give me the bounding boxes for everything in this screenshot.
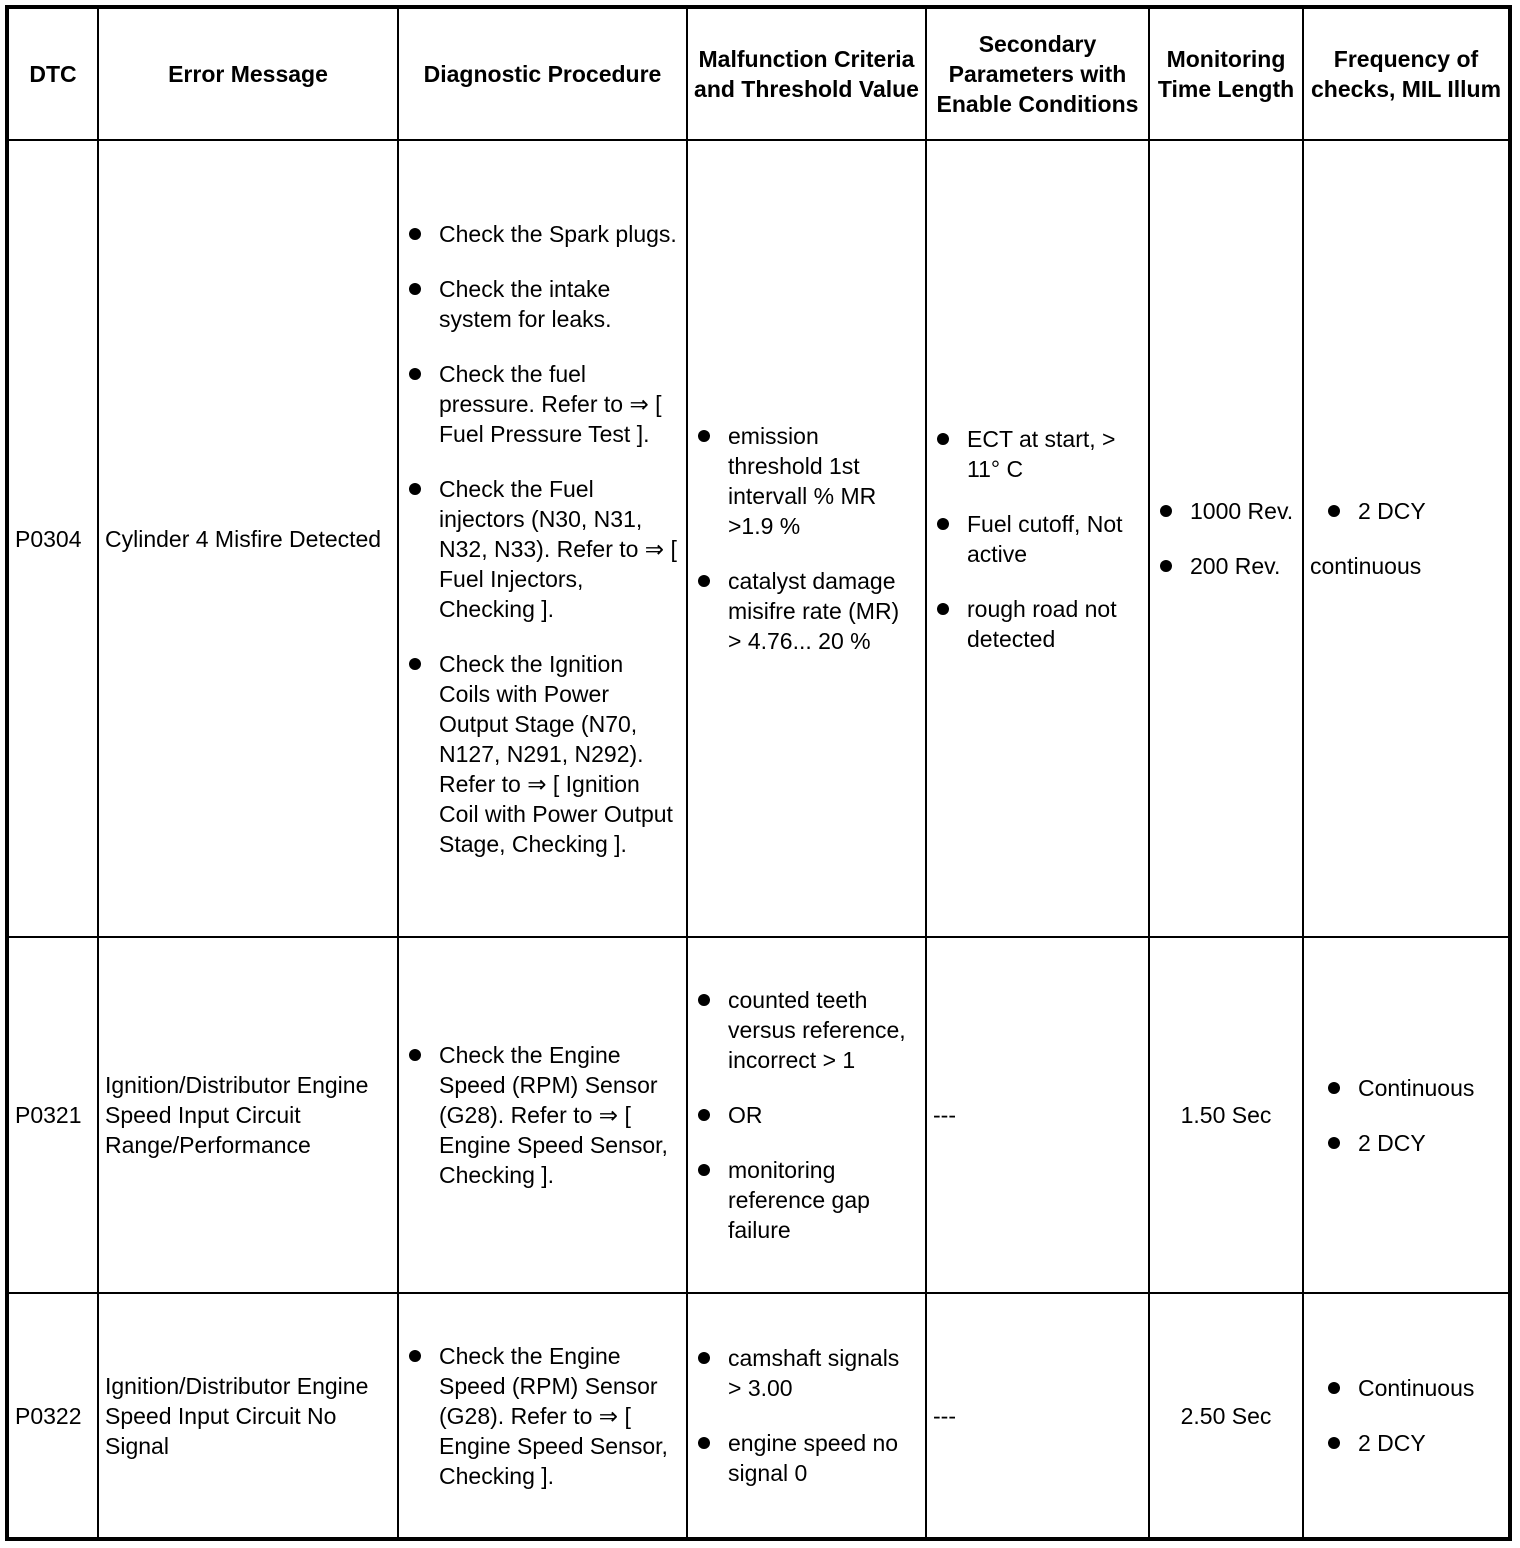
malfunction-item: OR [694, 1100, 919, 1130]
monitoring-time: 1.50 Sec [1149, 937, 1303, 1293]
monitoring-time: 2.50 Sec [1149, 1293, 1303, 1539]
error-message: Ignition/Distributor Engine Speed Input Circuit No Signal [98, 1293, 398, 1539]
diagnostic-procedure [398, 1293, 687, 1539]
malfunction-item: camshaft signals > 3.00 [694, 1343, 919, 1403]
malfunction-item: catalyst damage misifre rate (MR) > 4.76... 20 % [694, 566, 919, 656]
procedure-item: Check the Spark plugs. [405, 219, 680, 249]
header-diagnostic-procedure: Diagnostic Procedure [398, 7, 687, 140]
header-frequency: Frequency of checks, MIL Illum [1303, 7, 1510, 140]
malfunction-item: monitoring reference gap failure [694, 1155, 919, 1245]
error-message: Ignition/Distributor Engine Speed Input Circuit Range/Performance [98, 937, 398, 1293]
malfunction-item: emission threshold 1st intervall % MR >1.9 % [694, 421, 919, 541]
monitoring-item: 200 Rev. [1156, 551, 1296, 581]
dtc-code: P0322 [7, 1293, 98, 1539]
frequency [1303, 937, 1510, 1293]
frequency-item: 2 DCY [1324, 1128, 1502, 1158]
header-row [7, 7, 1510, 140]
header-monitoring-time: Monitoring Time Length [1149, 7, 1303, 140]
frequency-item: 2 DCY [1324, 1428, 1502, 1458]
procedure-item: Check the Ignition Coils with Power Output Stage (N70, N127, N291, N292). Refer to ⇒ [ Ignition Coil with Power Output Stage, Checking ]. [405, 649, 680, 859]
table-row [7, 937, 1510, 1293]
monitoring-time [1149, 140, 1303, 937]
table-row [7, 1293, 1510, 1539]
dtc-code: P0304 [7, 140, 98, 937]
error-message: Cylinder 4 Misfire Detected [98, 140, 398, 937]
procedure-item: Check the Engine Speed (RPM) Sensor (G28). Refer to ⇒ [ Engine Speed Sensor, Checking ]. [405, 1341, 680, 1491]
secondary-item: ECT at start, > 11° C [933, 424, 1142, 484]
frequency [1303, 1293, 1510, 1539]
malfunction-criteria [687, 1293, 926, 1539]
frequency-item: 2 DCY [1324, 496, 1502, 526]
header-error-message: Error Message [98, 7, 398, 140]
secondary-parameters [926, 140, 1149, 937]
secondary-parameters: --- [926, 937, 1149, 1293]
malfunction-criteria [687, 140, 926, 937]
malfunction-criteria [687, 937, 926, 1293]
diagnostic-procedure [398, 140, 687, 937]
secondary-item: rough road not detected [933, 594, 1142, 654]
dtc-table [5, 5, 1512, 1541]
frequency-item: Continuous [1324, 1073, 1502, 1103]
dtc-code: P0321 [7, 937, 98, 1293]
procedure-item: Check the Engine Speed (RPM) Sensor (G28). Refer to ⇒ [ Engine Speed Sensor, Checking ]. [405, 1040, 680, 1190]
secondary-item: Fuel cutoff, Not active [933, 509, 1142, 569]
header-malfunction-criteria: Malfunction Criteria and Threshold Value [687, 7, 926, 140]
frequency [1303, 140, 1510, 937]
frequency-item: Continuous [1324, 1373, 1502, 1403]
malfunction-item: counted teeth versus reference, incorrect > 1 [694, 985, 919, 1075]
monitoring-item: 1000 Rev. [1156, 496, 1296, 526]
procedure-item: Check the intake system for leaks. [405, 274, 680, 334]
frequency-note: continuous [1310, 553, 1422, 579]
table-row [7, 140, 1510, 937]
secondary-parameters: --- [926, 1293, 1149, 1539]
header-dtc: DTC [7, 7, 98, 140]
diagnostic-procedure [398, 937, 687, 1293]
malfunction-item: engine speed no signal 0 [694, 1428, 919, 1488]
header-secondary-parameters: Secondary Parameters with Enable Conditions [926, 7, 1149, 140]
procedure-item: Check the fuel pressure. Refer to ⇒ [ Fuel Pressure Test ]. [405, 359, 680, 449]
procedure-item: Check the Fuel injectors (N30, N31, N32, N33). Refer to ⇒ [ Fuel Injectors, Checking ]. [405, 474, 680, 624]
